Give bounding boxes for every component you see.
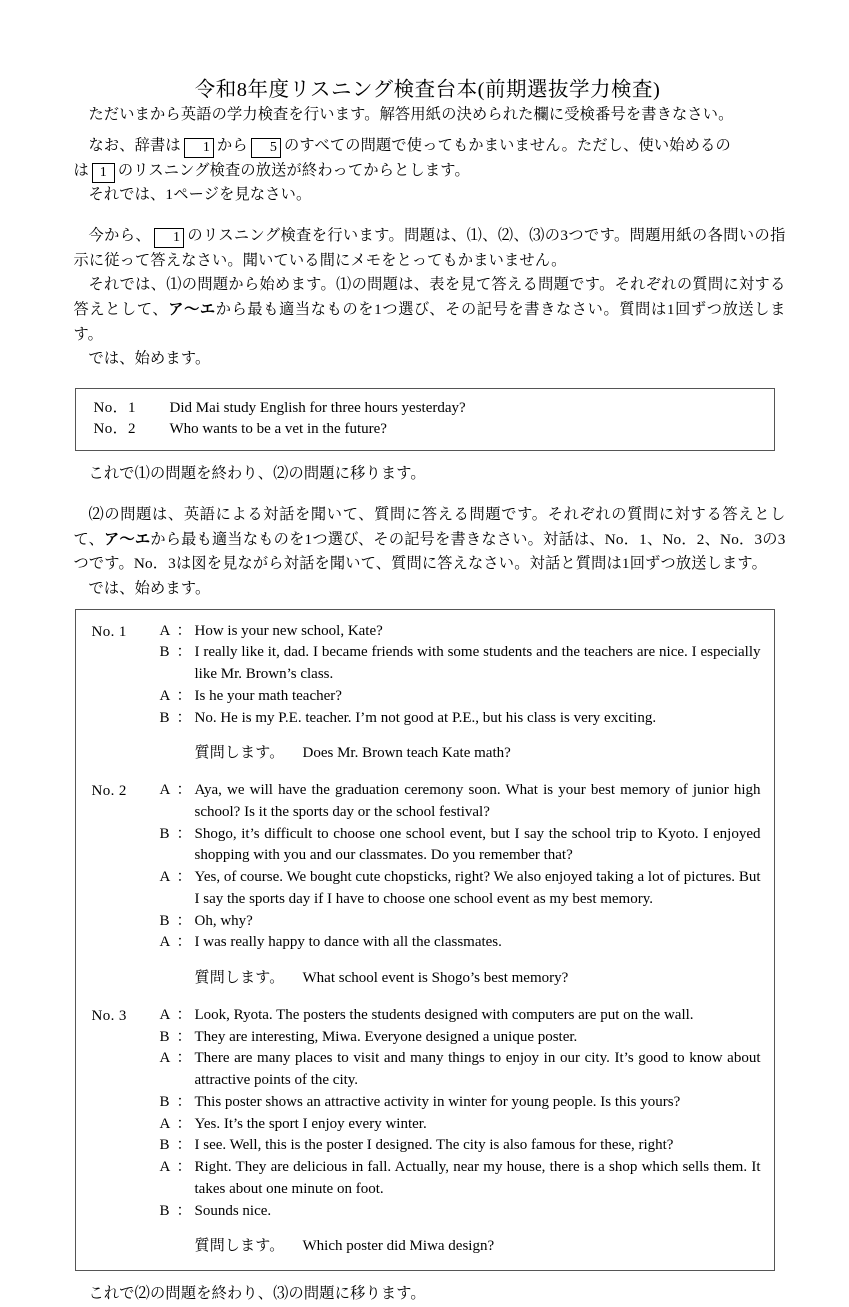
colon-separator: ： [176, 912, 192, 929]
intro-line-3 [74, 159, 786, 184]
section1-para-2 [74, 273, 786, 347]
intro-line-4: それでは、1ページを見なさい。 [88, 186, 312, 204]
speaker-label: A [159, 1006, 171, 1023]
transition-line-2: これで⑵の問題を終わり、⑶の問題に移ります。 [88, 1285, 426, 1303]
intro-line-1: ただいまから英語の学力検査を行います。解答用紙の決められた欄に受検番号を書きなさい。 [88, 105, 734, 123]
speaker-label: A [159, 869, 171, 886]
colon-separator: ： [176, 1159, 192, 1176]
dialogue-text: No. He is my P.E. teacher. I’m not good at P.E., but his class is very exciting. [194, 709, 657, 726]
intro-line-2-part-a: なお、辞書は [88, 137, 181, 155]
dialogue-lines [160, 780, 762, 990]
section1-para-1-part-b: のリスニング検査を行います。問題は、⑴、⑵、⑶の3つです。問題用紙の各問いの指示に従って答えなさい。聞いている間にメモをとってもかまいません。 [73, 227, 786, 269]
question-prompt-en: Which poster did Miwa design? [302, 1238, 495, 1255]
speaker-label: B [159, 1028, 170, 1045]
colon-separator: ： [176, 1006, 192, 1023]
boxed-number-1a: 1 [184, 138, 214, 158]
dialogue-line [160, 1048, 762, 1092]
dialogue-text: Aya, we will have the graduation ceremony soon. What is your best memory of junior high school? Is it the sports day or the school festival? [194, 782, 761, 820]
dialogue-text: Is he your math teacher? [194, 687, 342, 704]
intro-line-2 [74, 134, 786, 159]
dialogue-line [160, 1114, 762, 1136]
section1-para-3: では、始めます。 [88, 350, 211, 368]
dialogue-group [92, 1005, 762, 1258]
dialogue-group [92, 621, 762, 766]
intro-line-2-part-c: のすべての問題で使ってもかまいません。ただし、使い始めるの [284, 137, 731, 155]
dialogue-line [160, 1157, 762, 1201]
dialogue-lines [160, 1005, 762, 1258]
dialogue-text: Yes. It’s the sport I enjoy every winter. [194, 1115, 427, 1132]
speaker-label: A [159, 1159, 171, 1176]
colon-separator: ： [176, 782, 192, 799]
intro-line-3-part-b: のリスニング検査の放送が終わってからとします。 [117, 161, 470, 179]
colon-separator: ： [176, 1137, 192, 1154]
colon-separator: ： [176, 644, 192, 661]
dialogue-group [92, 780, 762, 990]
question-prompt-en: What school event is Shogo’s best memory? [302, 970, 569, 987]
transition-line-1: これで⑴の問題を終わり、⑵の問題に移ります。 [88, 465, 426, 483]
dialogue-text: Sounds nice. [194, 1202, 272, 1219]
colon-separator: ： [176, 709, 192, 726]
section1-choices-label: ア～エ [168, 300, 216, 318]
colon-separator: ： [176, 622, 192, 639]
question-number: No．1 [93, 399, 136, 416]
speaker-label: A [159, 1115, 171, 1132]
dialogue-line [160, 1135, 762, 1157]
speaker-label: B [159, 1202, 170, 1219]
speaker-label: B [159, 1137, 170, 1154]
dialogue-text: I really like it, dad. I became friends with some students and the teachers are nice. I especially like Mr. Brown’s class. [194, 644, 761, 683]
dialogue-line [160, 1005, 762, 1027]
dialogue-line [160, 708, 762, 730]
section2-choices-label: ア～エ [104, 530, 151, 548]
dialogue-text: This poster shows an attractive activity in winter for young people. Is this yours? [194, 1093, 681, 1110]
question-prompt-jp: 質問します。 [194, 1238, 285, 1255]
section1-para-1 [74, 224, 786, 273]
colon-separator: ： [176, 869, 192, 886]
dialogue-line [160, 867, 762, 911]
dialogue-line [160, 932, 762, 954]
boxed-number-1c: 1 [154, 228, 184, 248]
question-box-1 [75, 388, 775, 452]
speaker-label: B [159, 709, 170, 726]
speaker-label: B [159, 1093, 170, 1110]
dialogue-text: There are many places to visit and many things to enjoy in our city. It’s good to know about attractive points of the city. [194, 1050, 761, 1089]
dialogue-text: Right. They are delicious in fall. Actually, near my house, there is a shop which sells them. It takes about one minute on foot. [194, 1159, 761, 1197]
intro-line-2-part-b: から [217, 137, 248, 155]
colon-separator: ： [176, 1028, 192, 1045]
table-row [94, 419, 764, 440]
boxed-number-5: 5 [251, 138, 281, 158]
speaker-label: A [159, 687, 171, 704]
colon-separator: ： [176, 1202, 192, 1219]
colon-separator: ： [176, 1115, 192, 1132]
dialogue-text: They are interesting, Miwa. Everyone designed a unique poster. [194, 1028, 578, 1045]
speaker-label: B [159, 644, 170, 661]
dialogue-line [160, 824, 762, 868]
question-prompt-line [160, 968, 762, 990]
dialogue-lines [160, 621, 762, 766]
dialogue-line [160, 780, 762, 824]
question-prompt-line [160, 1236, 762, 1258]
question-text: Did Mai study English for three hours yesterday? [169, 399, 466, 416]
intro-line-3-part-a: は [73, 161, 89, 179]
speaker-label: A [159, 782, 171, 799]
table-row [94, 398, 764, 419]
dialogue-line [160, 911, 762, 933]
dialogue-text: Shogo, it’s difficult to choose one school event, but I say the school trip to Kyoto. I enjoyed shopping with you and our classmates. Do you remember that? [194, 825, 761, 864]
dialogue-text: I see. Well, this is the poster I designed. The city is also famous for these, right? [194, 1137, 674, 1154]
section2-para-1-part-b: から最も適当なものを1つ選び、その記号を書きなさい。対話は、No．1、No．2、No．3の3つです。No．3は図を見ながら対話を聞いて、質問に答えなさい。対話と質問は1回ずつ放送します。 [73, 530, 786, 573]
question-prompt-line [160, 743, 762, 765]
section2-para-1 [74, 503, 786, 577]
question-prompt-en: Does Mr. Brown teach Kate math? [302, 745, 511, 762]
section1-para-2-part-b: から最も適当なものを1つ選び、その記号を書きなさい。質問は1回ずつ放送します。 [73, 300, 786, 343]
speaker-label: A [159, 622, 171, 639]
colon-separator: ： [176, 825, 192, 842]
transition-block-1 [2, 462, 848, 601]
speaker-label: A [159, 934, 171, 951]
intro-block [2, 103, 848, 372]
colon-separator: ： [176, 1050, 192, 1067]
dialogue-text: How is your new school, Kate? [194, 622, 383, 639]
dialogue-number: No. 2 [91, 783, 127, 800]
speaker-label: B [159, 825, 170, 842]
question-box-2 [75, 609, 775, 1272]
dialogue-number: No. 1 [91, 623, 127, 640]
dialogue-text: Look, Ryota. The posters the students designed with computers are put on the wall. [194, 1006, 694, 1023]
dialogue-line [160, 642, 762, 686]
colon-separator: ： [176, 687, 192, 704]
dialogue-text: I was really happy to dance with all the classmates. [194, 934, 502, 951]
page-title: 令和8年度リスニング検査台本(前期選抜学力検査) [194, 79, 661, 101]
dialogue-text: Oh, why? [194, 912, 253, 929]
dialogue-number: No. 3 [91, 1007, 127, 1024]
speaker-label: A [159, 1050, 171, 1067]
section1-para-2-part-a: それでは、⑴の問題から始めます。⑴の問題は、表を見て答える問題です。それぞれの質問に対する答えとして、 [73, 276, 786, 318]
dialogue-line [160, 686, 762, 708]
colon-separator: ： [176, 934, 192, 951]
transition-block-2 [2, 1282, 848, 1307]
section2-para-2: では、始めます。 [88, 579, 211, 597]
dialogue-line [160, 1092, 762, 1114]
dialogue-text: Yes, of course. We bought cute chopsticks, right? We also enjoyed taking a lot of pictures. But I say the sports day if I have to choose one school event as my best memory. [194, 869, 761, 907]
dialogue-line [160, 1027, 762, 1049]
section1-para-1-part-a: 今から、 [88, 227, 151, 245]
question-prompt-jp: 質問します。 [194, 745, 285, 762]
boxed-number-1b: 1 [92, 163, 115, 183]
dialogue-line [160, 1201, 762, 1223]
question-prompt-jp: 質問します。 [194, 970, 285, 987]
question-number: No．2 [93, 421, 136, 438]
question-text: Who wants to be a vet in the future? [169, 421, 387, 438]
colon-separator: ： [176, 1093, 192, 1110]
dialogue-line [160, 621, 762, 643]
section2-para-1-part-a: ⑵の問題は、英語による対話を聞いて、質問に答える問題です。それぞれの質問に対する答えとして、 [73, 506, 786, 548]
speaker-label: B [159, 912, 170, 929]
